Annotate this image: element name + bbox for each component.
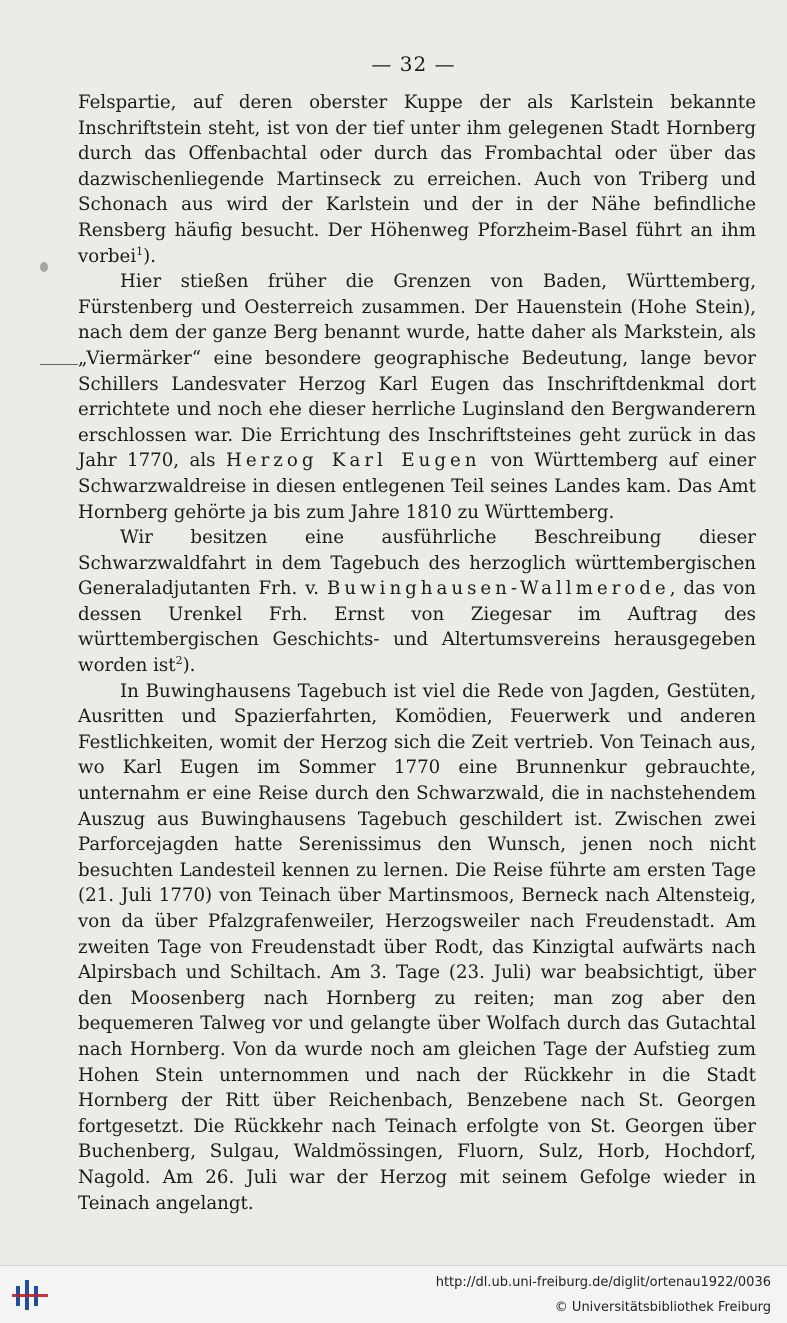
paragraph-1 bbox=[78, 90, 756, 269]
paragraph-2-text-b: von Württemberg auf einer Schwarzwaldreise in diesen entlegenen Teil seines Landes kam. Das Amt Hornberg gehörte ja bis zum Jahre 1810 zu Württemberg. bbox=[78, 450, 756, 523]
copyright-notice: © Universitätsbibliothek Freiburg bbox=[554, 1300, 771, 1315]
paragraph-1-text: Felspartie, auf deren oberster Kuppe der als Karlstein bekannte Inschriftstein steht, ist von der tief unter ihm gelegenen Stadt Hornberg durch das Offenbachtal oder durch das Frombachtal oder über das dazwischenliegende Martinseck zu erreichen. Auch von Triberg und Schonach aus wird der Karlstein und der in der Nähe befindliche Rensberg häufig besucht. Der Höhenweg Pforzheim-Basel führt an ihm vorbei bbox=[78, 92, 756, 267]
margin-pencil-line bbox=[40, 364, 78, 365]
margin-spot bbox=[40, 262, 48, 272]
paragraph-4: In Buwinghausens Tagebuch ist viel die Rede von Jagden, Gestüten, Ausritten und Spazierfahrten, Komödien, Feuerwerk und anderen Festlichkeiten, womit der Herzog sich die Zeit vertrieb. Von Teinach aus, wo Karl Eugen im Sommer 1770 eine Brunnenkur gebrauchte, unternahm er eine Reise durch den Schwarzwald, die in nachstehendem Auszug aus Buwinghausens Tagebuch geschildert ist. Zwischen zwei Parforcejagden hatte Serenissimus den Wunsch, jenen noch nicht besuchten Landesteil kennen zu lernen. Die Reise führte am ersten Tage (21. Juli 1770) von Teinach über Martinsmoos, Berneck nach Altensteig, von da über Pfalzgrafenweiler, Herzogsweiler nach Freudenstadt. Am zweiten Tage von Freudenstadt über Rodt, das Kinzigtal aufwärts nach Alpirsbach und Schiltach. Am 3. Tage (23. Juli) war beabsichtigt, über den Moosenberg nach Hornberg zu reiten; man zog aber den bequemeren Talweg vor und gelangte über Wolfach durch das Gutachtal nach Hornberg. Von da wurde noch am gleichen Tage der Aufstieg zum Hohen Stein unternommen und nach der Rückkehr in die Stadt Hornberg der Ritt über Reichenbach, Benzebene nach St. Georgen fortgesetzt. Die Rückkehr nach Teinach erfolgte von St. Georgen über Buchenberg, Sulgau, Waldmössingen, Fluorn, Sulz, Horb, Hochdorf, Nagold. Am 26. Juli war der Herzog mit seinem Gefolge wieder in Teinach angelangt. bbox=[78, 680, 756, 1214]
paragraph-3-text-a: Wir besitzen eine ausführliche Beschreibung dieser Schwarzwaldfahrt in dem Tagebuch des herzoglich württembergischen Generaladjutanten Frh. v. bbox=[78, 527, 756, 600]
permalink-url[interactable]: http://dl.ub.uni-freiburg.de/diglit/ortenau1922/0036 bbox=[435, 1275, 771, 1290]
paragraph-3-text-b: , das von dessen Urenkel Frh. Ernst von Ziegesar im Auftrag des württembergischen Geschichts- und Altertumsvereins herausgegeben worden ist bbox=[78, 578, 756, 677]
paragraph-1-end: ). bbox=[143, 245, 157, 267]
footnote-ref-2: 2 bbox=[175, 654, 183, 667]
spaced-name-buwinghausen: Buwinghausen-Wallmerode bbox=[326, 578, 670, 600]
paragraph-2 bbox=[78, 269, 756, 525]
paragraph-2-text-a: Hier stießen früher die Grenzen von Baden, Württemberg, Fürstenberg und Oesterreich zusammen. Der Hauenstein (Hohe Stein), nach dem der ganze Berg benannt wurde, hatte daher als Markstein, als „Viermärker“ eine besondere geographische Bedeutung, lange bevor Schillers Landesvater Herzog Karl Eugen das Inschriftdenkmal dort errichtete und noch ehe dieser herrliche Luginsland den Bergwanderern erschlossen war. Die Errichtung des Inschriftsteines geht zurück in das Jahr 1770, als bbox=[78, 271, 756, 472]
paragraph-3-end: ). bbox=[182, 655, 196, 677]
body-text bbox=[78, 90, 756, 1216]
footnote-ref-1: 1 bbox=[136, 244, 144, 258]
paragraph-3 bbox=[78, 525, 756, 679]
university-library-logo-icon bbox=[12, 1278, 48, 1312]
spaced-name-karl-eugen: Herzog Karl Eugen bbox=[225, 450, 481, 472]
viewer-footer bbox=[0, 1265, 787, 1323]
page-number: — 32 — bbox=[371, 52, 456, 76]
